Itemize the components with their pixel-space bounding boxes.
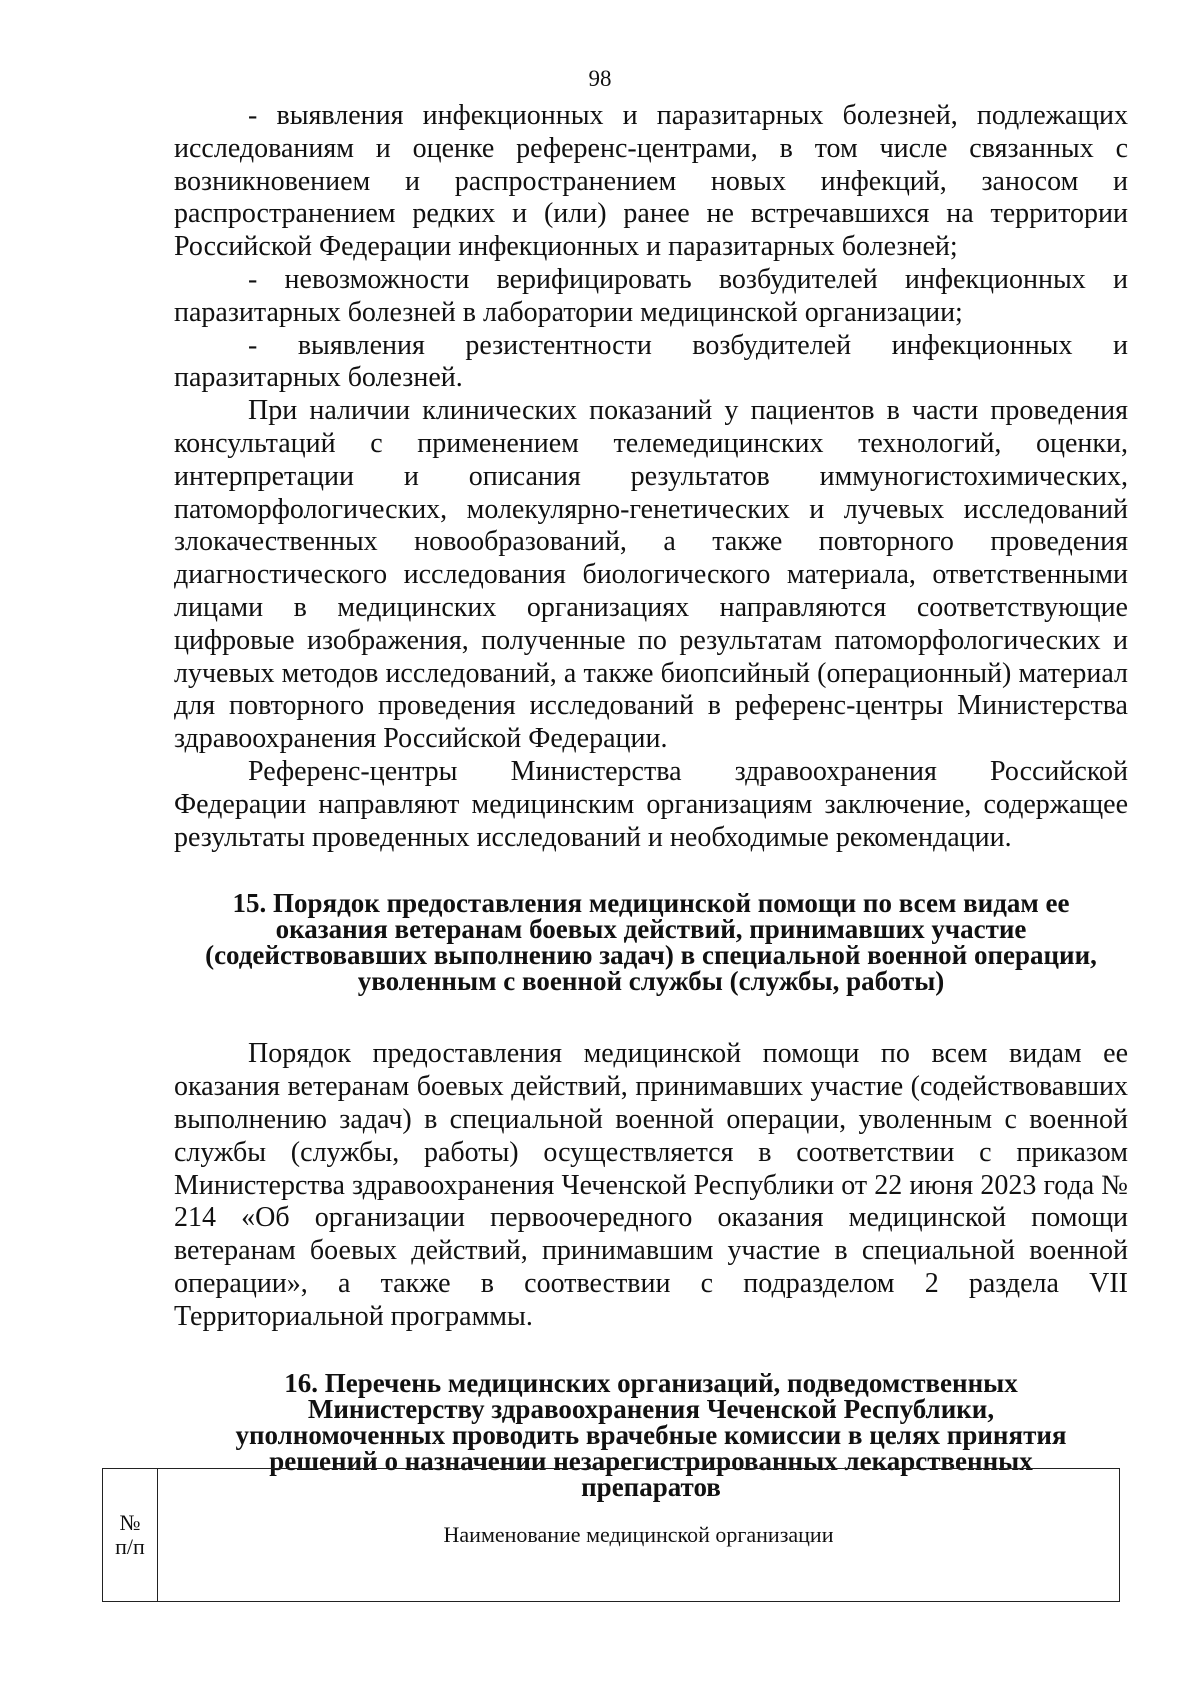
heading-line: решений о назначении незарегистрированных лекарственных <box>269 1445 1033 1476</box>
header-cell-number <box>103 1469 158 1602</box>
heading-line: Министерству здравоохранения Чеченской Республики, <box>307 1393 995 1424</box>
paragraph-verification: - невозможности верифицировать возбудителей инфекционных и паразитарных болезней в лаборатории медицинской организации; <box>174 263 1128 328</box>
header-cell-name: Наименование медицинской организации <box>158 1469 1120 1602</box>
header-number-abbr: п/п <box>115 1534 145 1559</box>
paragraph-clinical-indications: При наличии клинических показаний у пациентов в части проведения консультаций с применением телемедицинских технологий, оценки, интерпретации и описания результатов иммуногистохимических, патоморфологических, молекулярно-генетических и лучевых исследований злокачественных новообразований, а также повторного проведения диагностического исследования биологического материала, ответственными лицами в медицинских организациях направляются соответствующие цифровые изображения, полученные по результатам патоморфологических и лучевых методов исследований, а также биопсийный (операционный) материал для повторного проведения исследований в референс-центры Министерства здравоохранения Российской Федерации. <box>174 395 1128 755</box>
header-number-symbol: № <box>119 1510 141 1535</box>
paragraph-reference-centers: Референс-центры Министерства здравоохранения Российской Федерации направляют медицинским организациям заключение, содержащее результаты проведенных исследований и необходимые рекомендации. <box>174 755 1128 853</box>
paragraph-resistance: - выявления резистентности возбудителей инфекционных и паразитарных болезней. <box>174 329 1128 394</box>
section-15-paragraph: Порядок предоставления медицинской помощи по всем видам ее оказания ветеранам боевых действий, принимавших участие (содействовавших выполнению задач) в специальной военной операции, уволенным с военной службы (службы, работы) осуществляется в соответствии с приказом Министерства здравоохранения Чеченской Республики от 22 июня 2023 года № 214 «Об организации первоочередного оказания медицинской помощи ветеранам боевых действий, принимавшим участие в специальной военной операции», а также в соотвествии с подразделом 2 раздела VII Территориальной программы. <box>174 1038 1128 1332</box>
heading-line: (содействовавших выполнению задач) в специальной военной операции, <box>205 940 1097 971</box>
heading-line: 16. Перечень медицинских организаций, подведомственных <box>284 1367 1018 1398</box>
paragraph-infectious-diseases: - выявления инфекционных и паразитарных болезней, подлежащих исследованиям и оценке референс-центрами, в том числе связанных с возникновением и распространением новых инфекций, заносом и распространением редких и (или) ранее не встречавшихся на территории Российской Федерации инфекционных и паразитарных болезней; <box>174 100 1128 263</box>
heading-line: оказания ветеранам боевых действий, принимавших участие <box>275 914 1027 945</box>
document-body <box>174 100 1128 1500</box>
organizations-table-wrap <box>102 1468 1120 1602</box>
section-15-heading <box>174 888 1128 997</box>
heading-line: уволенным с военной службы (службы, работы) <box>357 966 945 997</box>
organizations-table <box>102 1468 1120 1602</box>
page-number: 98 <box>588 66 612 91</box>
heading-line: уполномоченных проводить врачебные комиссии в целях принятия <box>235 1419 1067 1450</box>
heading-line: 15. Порядок предоставления медицинской помощи по всем видам ее <box>232 888 1070 919</box>
table-header-row <box>103 1469 1120 1602</box>
heading-line: препаратов <box>581 1471 721 1502</box>
